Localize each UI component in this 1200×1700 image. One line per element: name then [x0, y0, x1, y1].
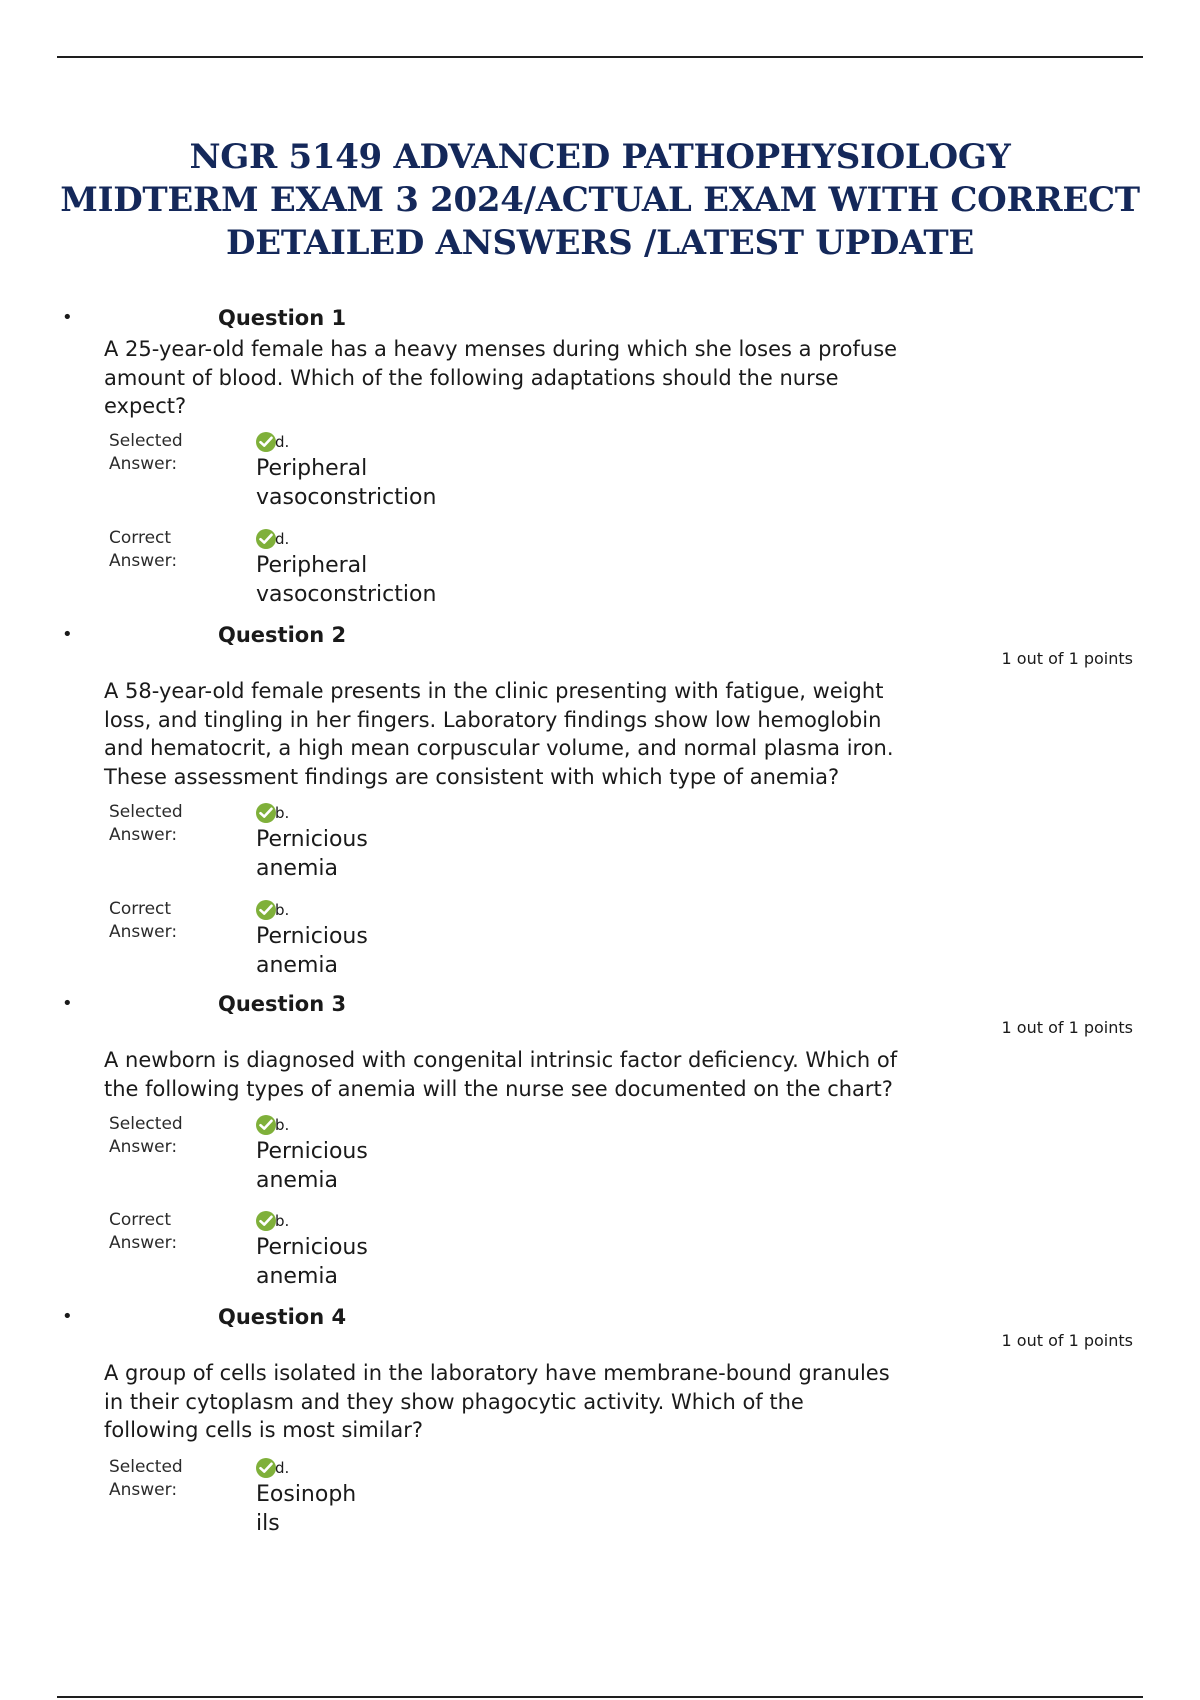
answer-text-line: anemia — [256, 1167, 338, 1193]
selected-answer-label — [109, 1113, 183, 1159]
answer-text-line: Pernicious — [256, 1235, 368, 1260]
answer-text-line: ils — [256, 1510, 280, 1536]
label-line: Answer: — [109, 551, 178, 571]
answer-letter: b. — [275, 804, 290, 822]
question-text-line: A group of cells isolated in the laboratory have membrane-bound granules — [104, 1361, 890, 1385]
answer-text — [256, 552, 436, 609]
checkmark-icon — [256, 1115, 276, 1135]
question-title: Question 3 — [218, 992, 347, 1016]
correct-answer — [0, 1209, 700, 1299]
label-line: Answer: — [109, 1480, 178, 1500]
question-text-line: following cells is most similar? — [104, 1418, 423, 1442]
label-line: Answer: — [109, 922, 178, 942]
answer-text-line: vasoconstriction — [256, 484, 437, 510]
label-line: Correct — [109, 899, 172, 919]
question-text — [104, 335, 1034, 421]
answer-letter: b. — [275, 1116, 290, 1134]
correct-answer-label — [109, 1209, 177, 1255]
selected-answer-label — [109, 801, 183, 847]
correct-answer — [0, 898, 700, 988]
answer-text — [256, 1481, 356, 1538]
question-title: Question 1 — [218, 306, 347, 330]
question-title: Question 2 — [218, 623, 347, 647]
answer-letter: d. — [275, 530, 290, 548]
label-line: Answer: — [109, 1137, 178, 1157]
document-title — [60, 136, 1140, 265]
label-line: Answer: — [109, 1233, 178, 1253]
answer-text — [256, 826, 368, 883]
title-line: MIDTERM EXAM 3 2024/ACTUAL EXAM WITH CORRECT — [60, 180, 1140, 220]
label-line: Selected — [109, 802, 183, 822]
selected-answer — [0, 1456, 700, 1546]
selected-answer — [0, 1113, 700, 1203]
question-text — [104, 677, 1034, 791]
checkmark-icon — [256, 432, 276, 452]
bullet: • — [62, 1306, 73, 1327]
correct-answer-label — [109, 898, 177, 944]
selected-answer — [0, 430, 700, 520]
question-text-line: and hematocrit, a high mean corpuscular volume, and normal plasma iron. — [104, 736, 894, 760]
answer-text — [256, 455, 436, 512]
answer-text-line: Peripheral — [256, 553, 368, 578]
correct-answer — [0, 527, 700, 617]
answer-text-line: Peripheral — [256, 456, 368, 481]
label-line: Selected — [109, 431, 183, 451]
answer-letter: b. — [275, 1212, 290, 1230]
answer-text-line: Pernicious — [256, 924, 368, 949]
label-line: Answer: — [109, 454, 178, 474]
question-text-line: expect? — [104, 394, 187, 418]
question-text-line: the following types of anemia will the nurse see documented on the chart? — [104, 1076, 893, 1101]
question-text — [104, 1359, 1034, 1445]
checkmark-icon — [256, 1458, 276, 1478]
label-line: Selected — [109, 1114, 183, 1134]
question-text — [104, 1046, 1034, 1103]
answer-text-line: anemia — [256, 855, 338, 881]
points-label: 1 out of 1 points — [1001, 1018, 1133, 1037]
selected-answer-label — [109, 430, 183, 476]
label-line: Answer: — [109, 825, 178, 845]
checkmark-icon — [256, 529, 276, 549]
selected-answer-label — [109, 1456, 183, 1502]
answer-text — [256, 1234, 368, 1291]
question-text-line: These assessment findings are consistent with which type of anemia? — [104, 764, 840, 789]
answer-letter: b. — [275, 901, 290, 919]
answer-text — [256, 923, 368, 980]
title-line: NGR 5149 ADVANCED PATHOPHYSIOLOGY — [189, 137, 1011, 177]
label-line: Correct — [109, 1210, 172, 1230]
question-text-line: in their cytoplasm and they show phagocytic activity. Which of the — [104, 1389, 804, 1414]
answer-text-line: anemia — [256, 952, 338, 978]
checkmark-icon — [256, 1211, 276, 1231]
title-line: DETAILED ANSWERS /LATEST UPDATE — [226, 223, 974, 263]
question-text-line: amount of blood. Which of the following adaptations should the nurse — [104, 365, 839, 390]
answer-text-line: Pernicious — [256, 1139, 368, 1164]
bullet: • — [62, 624, 73, 645]
bottom-rule — [57, 1696, 1143, 1698]
answer-letter: d. — [275, 1459, 290, 1477]
checkmark-icon — [256, 900, 276, 920]
question-text-line: A newborn is diagnosed with congenital intrinsic factor deficiency. Which of — [104, 1048, 898, 1072]
answer-text-line: Pernicious — [256, 827, 368, 852]
checkmark-icon — [256, 803, 276, 823]
question-text-line: A 58-year-old female presents in the clinic presenting with fatigue, weight — [104, 679, 884, 703]
correct-answer-label — [109, 527, 177, 573]
selected-answer — [0, 801, 700, 891]
label-line: Correct — [109, 528, 172, 548]
question-text-line: A 25-year-old female has a heavy menses during which she loses a profuse — [104, 337, 898, 361]
bullet: • — [62, 993, 73, 1014]
answer-text — [256, 1138, 368, 1195]
answer-text-line: anemia — [256, 1263, 338, 1289]
question-title: Question 4 — [218, 1305, 347, 1329]
answer-text-line: Eosinoph — [256, 1482, 357, 1507]
points-label: 1 out of 1 points — [1001, 1331, 1133, 1350]
label-line: Selected — [109, 1457, 183, 1477]
answer-text-line: vasoconstriction — [256, 581, 437, 607]
answer-letter: d. — [275, 433, 290, 451]
points-label: 1 out of 1 points — [1001, 649, 1133, 668]
top-rule — [57, 56, 1143, 58]
bullet: • — [62, 307, 73, 328]
question-text-line: loss, and tingling in her fingers. Laboratory findings show low hemoglobin — [104, 707, 882, 732]
